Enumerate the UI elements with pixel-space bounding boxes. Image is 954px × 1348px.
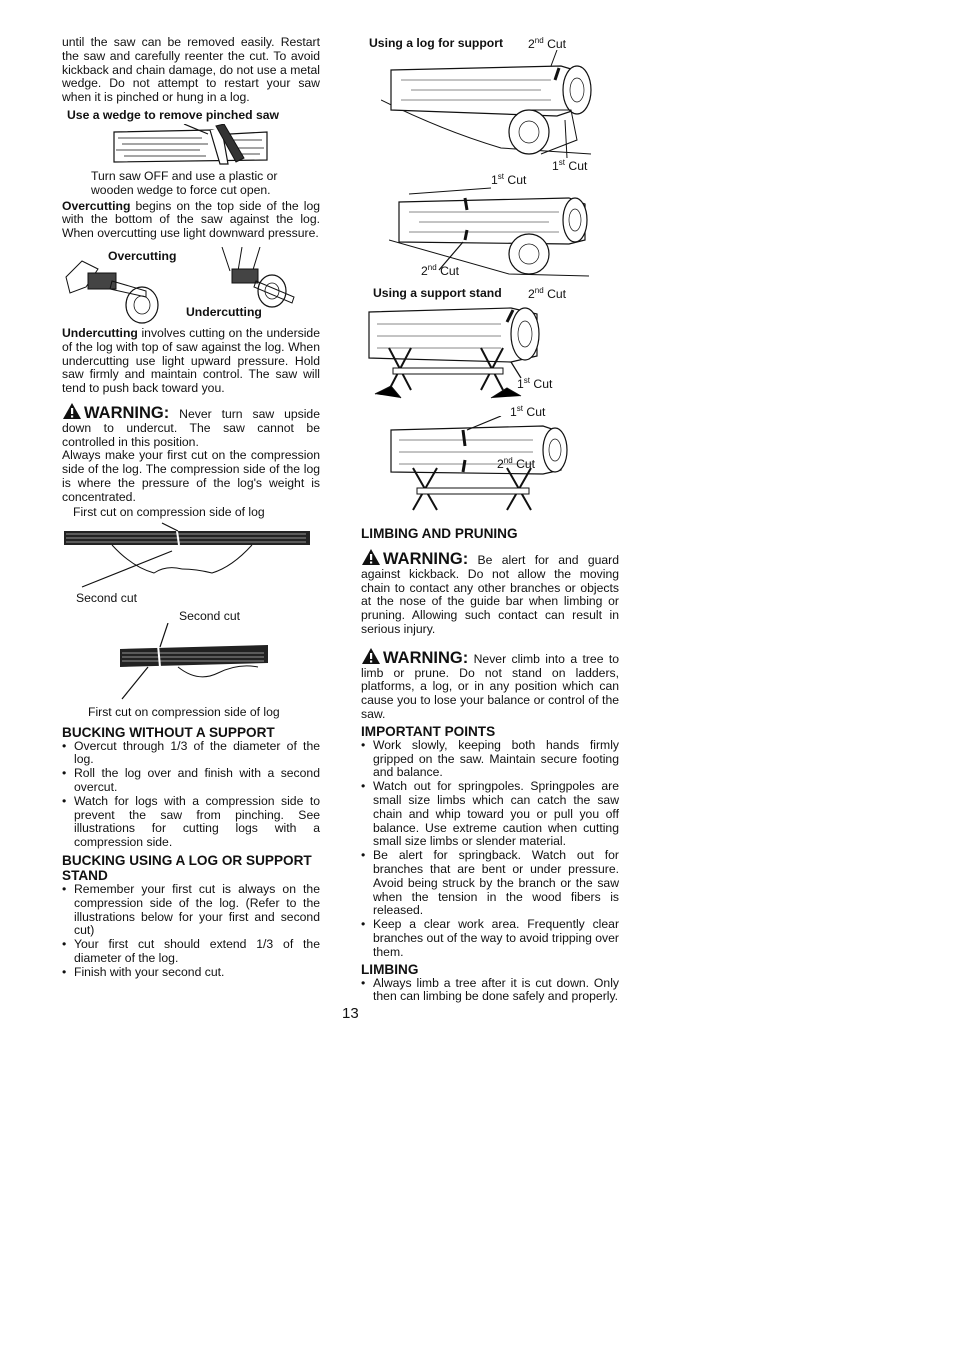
warning-never-climb	[361, 647, 619, 722]
stand-title: Using a support stand	[373, 286, 502, 300]
list-item: • Keep a clear work area. Frequently clear branches out of the way to avoid tripping over them.	[361, 918, 619, 959]
cut-label-1st-a: 1st Cut	[552, 158, 588, 174]
list-item: • Overcut through 1/3 of the diameter of the log.	[62, 740, 320, 768]
warning-text: Never climb into a tree to limb or prune. Do not stand on ladders, platforms, a log, or in any position which can cause you to lose your balance or control of the saw.	[361, 651, 619, 721]
warning-word: WARNING:	[383, 550, 469, 568]
undercutting-paragraph	[62, 327, 320, 396]
overcutting-paragraph	[62, 200, 320, 241]
wedge-caption: Turn saw OFF and use a plastic or wooden wedge to force cut open.	[91, 168, 278, 197]
list-item: • Work slowly, keeping both hands firmly gripped on the saw. Maintain secure footing and balance.	[361, 739, 619, 780]
wedge-illustration	[112, 124, 320, 170]
warning-never-turn-saw	[62, 402, 320, 449]
list-item: • Be alert for springback. Watch out for branches that are bent or under pressure. Avoid being struck by the branch or the saw when the tension in the wood fibers is released.	[361, 849, 619, 918]
cut-label-2nd-a: 2nd Cut	[528, 36, 567, 52]
cut-label-2nd-d: 2nd Cut	[497, 456, 536, 472]
over-undercutting-figure	[62, 247, 320, 333]
warning-triangle-icon	[361, 647, 381, 665]
bucking-without-list	[62, 740, 320, 850]
warning-word: WARNING:	[383, 648, 469, 667]
log-support-figure	[361, 36, 619, 286]
support-stand-figure	[361, 286, 619, 526]
list-item: • Watch for logs with a compression side to prevent the saw from pinching. See illustrations for cutting logs with a compression side.	[62, 795, 320, 850]
log-support-title: Using a log for support	[369, 36, 504, 50]
heading-important-points: IMPORTANT POINTS	[361, 723, 496, 739]
undercutting-term: Undercutting	[62, 325, 138, 340]
cut-label-1st-d: 1st Cut	[510, 404, 546, 420]
page-number: 13	[342, 1005, 359, 1022]
first-cut-label-bottom: First cut on compression side of log	[88, 704, 280, 719]
heading-limbing-and-pruning: LIMBING AND PRUNING	[361, 526, 518, 541]
cut-label-2nd-b: 2nd Cut	[421, 263, 460, 279]
overcutting-term: Overcutting	[62, 198, 131, 213]
list-item: • Always limb a tree after it is cut down. Only then can limbing be done safely and properly.	[361, 977, 619, 1005]
left-column	[62, 36, 320, 979]
important-points-list	[361, 739, 619, 960]
second-cut-label-1: Second cut	[76, 590, 137, 605]
warning-text: Be alert for and guard against kickback. Do not allow the moving chain to contact any other branches or objects at the nose of the guide bar when limbing or pruning. Allowing such contact can result in serious injury.	[361, 553, 619, 636]
cut-label-2nd-c: 2nd Cut	[528, 286, 567, 302]
list-item: • Finish with your second cut.	[62, 966, 320, 980]
warning-triangle-icon	[361, 548, 381, 566]
overcutting-label: Overcutting	[108, 248, 177, 263]
undercutting-text: involves cutting on the underside of the log with top of saw against the log. When undercutting use light upward pressure. Hold saw firmly and maintain control. The saw will tend to push back toward you.	[62, 325, 320, 396]
undercutting-label: Undercutting	[186, 304, 262, 319]
intro-paragraph: until the saw can be removed easily. Restart the saw and carefully reenter the cut. To avoid kickback and chain damage, do not use a metal wedge. Do not attempt to restart your saw when it is pinched or hung in a log.	[62, 35, 320, 105]
right-column	[361, 36, 619, 1004]
overcutting-text: begins on the top side of the log with the bottom of the saw against the log. When overcutting use light downward pressure.	[62, 198, 320, 241]
list-item: • Roll the log over and finish with a second overcut.	[62, 767, 320, 795]
wedge-title: Use a wedge to remove pinched saw	[67, 107, 279, 122]
warning-triangle-icon	[62, 402, 82, 420]
compression-figure-1	[62, 505, 320, 605]
limbing-list	[361, 977, 619, 1005]
first-cut-label-top: First cut on compression side of log	[73, 504, 265, 519]
warning-kickback	[361, 548, 619, 637]
heading-limbing: LIMBING	[361, 961, 419, 977]
compression-paragraph: Always make your first cut on the compression side of the log. The compression side of the log is where the pressure of the log's weight is concentrated.	[62, 448, 320, 504]
cut-label-1st-c: 1st Cut	[517, 376, 553, 392]
warning-word: WARNING:	[84, 403, 170, 422]
list-item: • Remember your first cut is always on the compression side of the log. (Refer to the illustrations below for your first and second cut)	[62, 883, 320, 938]
warning-text: Never turn saw upside down to undercut. The saw cannot be controlled in this position.	[62, 406, 320, 449]
list-item: • Watch out for springpoles. Springpoles are small size limbs which can catch the saw chain and whip toward you or pull you off balance. Use extreme caution when cutting small size limbs or slender material.	[361, 780, 619, 849]
heading-bucking-using-support: BUCKING USING A LOG OR SUPPORT STAND	[62, 852, 312, 883]
heading-bucking-without-support: BUCKING WITHOUT A SUPPORT	[62, 724, 275, 740]
second-cut-label-2: Second cut	[179, 608, 240, 623]
compression-figure-2	[62, 609, 320, 719]
list-item: • Your first cut should extend 1/3 of the diameter of the log.	[62, 938, 320, 966]
cut-label-1st-b: 1st Cut	[491, 172, 527, 188]
bucking-using-list	[62, 883, 320, 980]
